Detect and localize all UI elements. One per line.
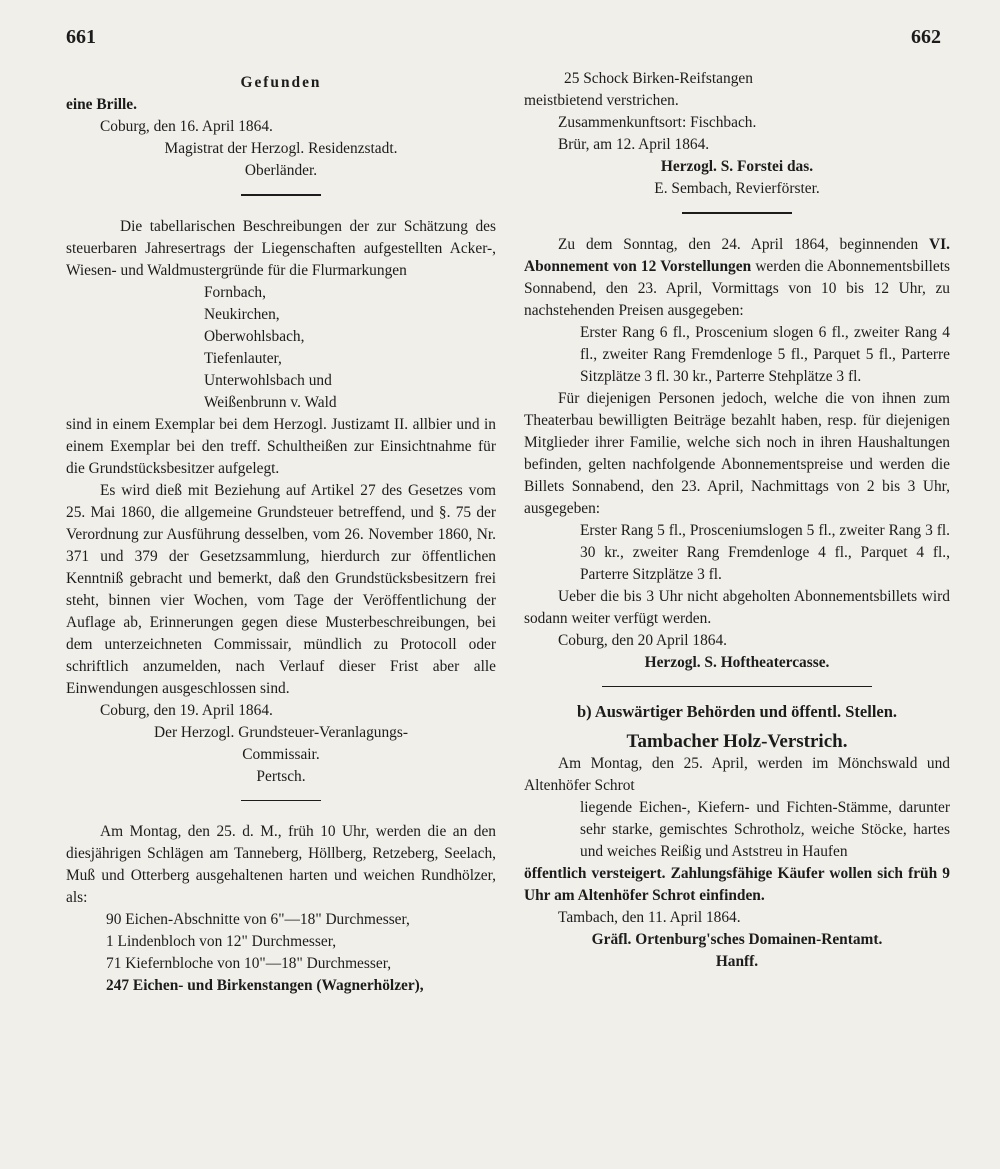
muster-place: Fornbach, xyxy=(204,283,266,301)
gefunden-heading: Gefunden xyxy=(240,74,322,91)
section-heading: b) Auswärtiger Behörden und öffentl. Stellen. xyxy=(576,702,898,721)
holz-cont-meeting: Zusammenkunftsort: Fischbach. xyxy=(558,114,757,131)
muster-authority-line-1: Der Herzogl. Grundsteuer-Veranlagungs- xyxy=(154,723,408,741)
muster-authority-line-2: Commissair. xyxy=(242,745,320,763)
muster-place: Oberwohlsbach, xyxy=(204,327,305,345)
gefunden-item: eine Brille. xyxy=(66,96,137,113)
page-number-right: 662 xyxy=(911,26,941,48)
holz-cont-item: 25 Schock Birken-Reifstangen xyxy=(564,70,753,87)
muster-text-2: Es wird dieß mit Beziehung auf Artikel 27 des Gesetzes vom 25. Mai 1860, die allgemeine Grundsteuer betreffend, und §. 75 der Verordnung zur Ausführung desselben, vom 26. November 1860, Nr. 371 und 379 der Gesetzsammlung, hierdurch zur öffentlichen Kenntniß gebracht und bemerkt, daß den Grundstücksbesitzern frei steht, binnen vier Wochen, vom Tage der Veröffentlichung der Auflage ab, Erinnerungen gegen diese Musterbeschreibungen, bei dem unterzeichneten Commissair, mündlich zu Protocoll oder schriftlich anzumelden, nach Verlauf dieser Frist aber alle Einwendungen ausgeschlossen sind. xyxy=(66,481,496,697)
theater-authority: Herzogl. S. Hoftheatercasse. xyxy=(644,653,830,671)
divider xyxy=(682,212,792,214)
theater-intro-a: Zu dem Sonntag, den 24. April 1864, beginnenden xyxy=(558,235,919,253)
holz-cont-authority: Herzogl. S. Forstei das. xyxy=(660,158,814,175)
tambach-authority: Gräfl. Ortenburg'sches Domainen-Rentamt. xyxy=(591,931,883,948)
gefunden-signer: Oberländer. xyxy=(244,162,318,179)
holz-item: 90 Eichen-Abschnitte von 6"—18" Durchmesser, xyxy=(106,911,410,928)
divider xyxy=(241,194,321,196)
section-divider xyxy=(602,686,872,688)
holz-intro: Am Montag, den 25. d. M., früh 10 Uhr, werden die an den diesjährigen Schlägen am Tanneberg, Höllberg, Retzeberg, Seelach, Muß und Otterberg ausgehaltenen harten und weichen Rundhölzer, als: xyxy=(66,823,496,906)
holz-cont-signer: E. Sembach, Revierförster. xyxy=(654,180,820,197)
theater-intro-bold: VI. Abonnement von 12 Vorstellungen xyxy=(524,235,950,275)
theater-text-3: Ueber die bis 3 Uhr nicht abgeholten Abonnementsbillets wird sodann weiter verfügt werden. xyxy=(524,587,950,627)
muster-text-1: sind in einem Exemplar bei dem Herzogl. Justizamt II. allbier und in einem Exemplar bei den treff. Schultheißen zur Einsichtnahme für die Grundstücksbesitzer aufgelegt. xyxy=(66,415,496,477)
theater-place-date: Coburg, den 20 April 1864. xyxy=(558,631,728,649)
muster-place: Weißenbrunn v. Wald xyxy=(204,393,337,411)
page-number-left: 661 xyxy=(66,26,96,48)
tambach-items: liegende Eichen-, Kiefern- und Fichten-Stämme, darunter sehr starke, gemischtes Schrotholz, weiche Stöcke, hartes und weiches Reißig und Aststreu in Haufen xyxy=(580,799,950,860)
left-column xyxy=(66,68,496,997)
gefunden-authority: Magistrat der Herzogl. Residenzstadt. xyxy=(164,140,398,157)
theater-intro xyxy=(524,234,950,322)
muster-intro: Die tabellarischen Beschreibungen der zur Schätzung des steuerbaren Jahresertrags der Liegenschaften aufgestellten Acker-, Wiesen- und Waldmustergründe für die Flurmarkungen xyxy=(66,217,496,279)
muster-signer: Pertsch. xyxy=(256,767,306,785)
right-column xyxy=(524,68,950,973)
muster-place: Neukirchen, xyxy=(204,305,280,323)
holz-cont-place-date: Brür, am 12. April 1864. xyxy=(558,136,710,153)
theater-intro-b: werden die Abonnementsbillets Sonnabend, den 23. April, Vormittags von 10 bis 12 Uhr, zu nachstehenden Preisen ausgegeben: xyxy=(524,257,950,319)
tambach-signer: Hanff. xyxy=(715,953,759,970)
holz-cont-text: meistbietend verstrichen. xyxy=(524,92,679,109)
tambach-text: öffentlich versteigert. Zahlungsfähige Käufer wollen sich früh 9 Uhr am Altenhöfer Schrot einfinden. xyxy=(524,865,950,904)
tambach-place-date: Tambach, den 11. April 1864. xyxy=(558,909,741,926)
tambach-title: Tambacher Holz-Verstrich. xyxy=(626,731,848,752)
muster-places-list xyxy=(66,282,496,414)
holz-item: 1 Lindenbloch von 12" Durchmesser, xyxy=(106,933,337,950)
theater-text-2: Für diejenigen Personen jedoch, welche die von ihnen zum Theaterbau bewilligten Beiträge bezahlt haben, resp. für diejenigen Mitglieder ihrer Familie, welche sich noch in ihren Haushaltungen befinden, gelten nachfolgende Abonnementspreise und werden die Billets Sonnabend, den 23. April, Nachmittags von 2 bis 3 Uhr, ausgegeben: xyxy=(524,389,950,517)
holz-item: 71 Kiefernbloche von 10"—18" Durchmesser, xyxy=(106,955,392,972)
gefunden-place-date: Coburg, den 16. April 1864. xyxy=(100,118,273,135)
muster-place: Tiefenlauter, xyxy=(204,349,282,367)
muster-place: Unterwohlsbach und xyxy=(204,371,332,389)
divider xyxy=(241,800,321,802)
theater-prices-2: Erster Rang 5 fl., Prosceniumslogen 5 fl., zweiter Rang 3 fl. 30 kr., zweiter Rang Fremdenloge 4 fl., Parquet 4 fl., Parterre Sitzplätze 3 fl. xyxy=(580,521,950,583)
holz-item: 247 Eichen- und Birkenstangen (Wagnerhölzer), xyxy=(106,977,424,994)
theater-prices-1: Erster Rang 6 fl., Proscenium slogen 6 fl., zweiter Rang 4 fl., zweiter Rang Fremdenloge 5 fl., Parquet 5 fl., Parterre Sitzplätze 3 fl. 30 kr., Parterre Stehplätze 3 fl. xyxy=(580,323,950,385)
muster-place-date: Coburg, den 19. April 1864. xyxy=(100,701,273,719)
holz-items-list xyxy=(66,909,496,997)
tambach-intro: Am Montag, den 25. April, werden im Mönchswald und Altenhöfer Schrot xyxy=(524,755,950,794)
